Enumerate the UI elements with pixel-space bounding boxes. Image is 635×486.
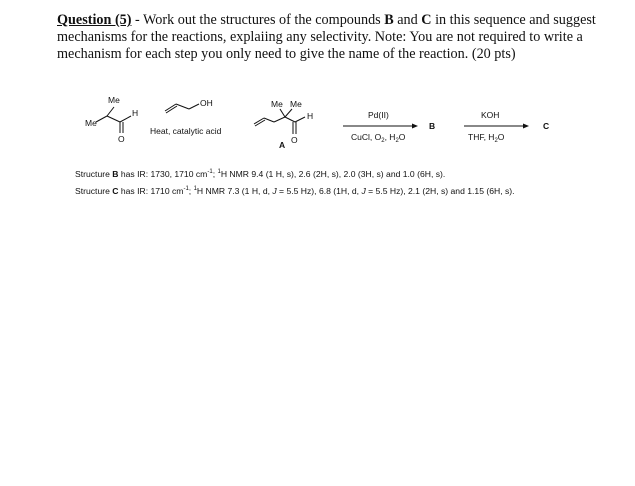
step3-solvent: [468, 132, 505, 144]
structure-b-nmr: H NMR 9.4 (1 H, s), 2.6 (2H, s), 2.0 (3H, s) and 1.0 (6H, s).: [220, 169, 446, 179]
compound-c-mention: C: [421, 12, 432, 28]
question-and: and: [393, 12, 422, 28]
question-text-part-2: in this sequence and suggest mechanisms for the reactions, explaiing any selectivity. Note: You are not required to write a mechanism for each step you only need to give the name of the reaction.: [57, 12, 596, 62]
start-me-top: Me: [108, 95, 120, 105]
compound-a-me-2: Me: [290, 99, 302, 109]
starting-aldehyde-bonds: [96, 107, 131, 133]
allyl-alcohol-bonds: [165, 104, 199, 113]
step3-solvent-1: THF, H: [468, 132, 495, 142]
question-label: Question (5): [57, 12, 132, 28]
structure-c-j1: J: [272, 186, 277, 196]
step3-solvent-sub: 2: [494, 138, 498, 144]
structure-b-ir-sup: -1: [207, 169, 213, 176]
step3-arrowhead: [523, 124, 529, 129]
compound-a-me-1: Me: [271, 99, 283, 109]
step2-reagents: [351, 132, 406, 144]
start-h: H: [132, 108, 139, 118]
compound-b-mention: B: [384, 12, 394, 28]
structure-c-nmr-3: = 5.5 Hz), 2.1 (2H, s) and 1.15 (6H, s).: [365, 186, 515, 196]
structure-c-nmr-1: H NMR 7.3 (1 H, d,: [196, 186, 273, 196]
structure-b-sep: ;: [212, 169, 218, 179]
structure-c-data: [75, 185, 595, 198]
step3-base: KOH: [481, 110, 500, 120]
question-points: (20 pts): [471, 46, 516, 62]
structure-c-nmr-sup: 1: [193, 186, 197, 193]
allyl-oh: OH: [200, 98, 213, 108]
structure-c-nmr-2: = 5.5 Hz), 6.8 (1H, d,: [276, 186, 362, 196]
step2-reagents-sub-2: 2: [395, 138, 399, 144]
step2-reagents-sub-1: 2: [381, 138, 385, 144]
start-o: O: [118, 134, 125, 144]
compound-c-label: C: [543, 121, 550, 131]
reaction-scheme: [0, 0, 635, 170]
structure-c-letter: C: [112, 186, 119, 196]
structure-b-prefix: Structure: [75, 169, 113, 179]
start-me-left: Me: [85, 118, 97, 128]
compound-a-bonds: [254, 109, 305, 134]
step1-conditions: Heat, catalytic acid: [150, 126, 222, 136]
structure-c-prefix: Structure: [75, 186, 113, 196]
step2-catalyst: Pd(II): [368, 110, 389, 120]
structure-c-ir: has IR: 1710 cm: [118, 186, 184, 196]
compound-b-label: B: [429, 121, 436, 131]
structure-c-ir-sup: -1: [183, 186, 189, 193]
question-separator: -: [131, 12, 144, 28]
compound-a-o: O: [291, 135, 298, 145]
step3-solvent-2: O: [497, 132, 505, 142]
step2-reagents-2: , H: [384, 132, 396, 142]
spectroscopic-data: [75, 168, 595, 202]
step2-reagents-3: O: [398, 132, 406, 142]
structure-b-letter: B: [112, 169, 119, 179]
structure-c-sep: ;: [188, 186, 194, 196]
structure-c-j2: J: [361, 186, 366, 196]
question-text-part-1: Work out the structures of the compounds: [143, 12, 385, 28]
step2-arrowhead: [412, 124, 418, 129]
structure-b-data: [75, 168, 595, 181]
compound-a-label: A: [279, 140, 286, 150]
structure-b-nmr-sup: 1: [217, 169, 221, 176]
structure-b-ir: has IR: 1730, 1710 cm: [118, 169, 208, 179]
compound-a-h: H: [307, 111, 314, 121]
step2-reagents-1: CuCl, O: [351, 132, 382, 142]
